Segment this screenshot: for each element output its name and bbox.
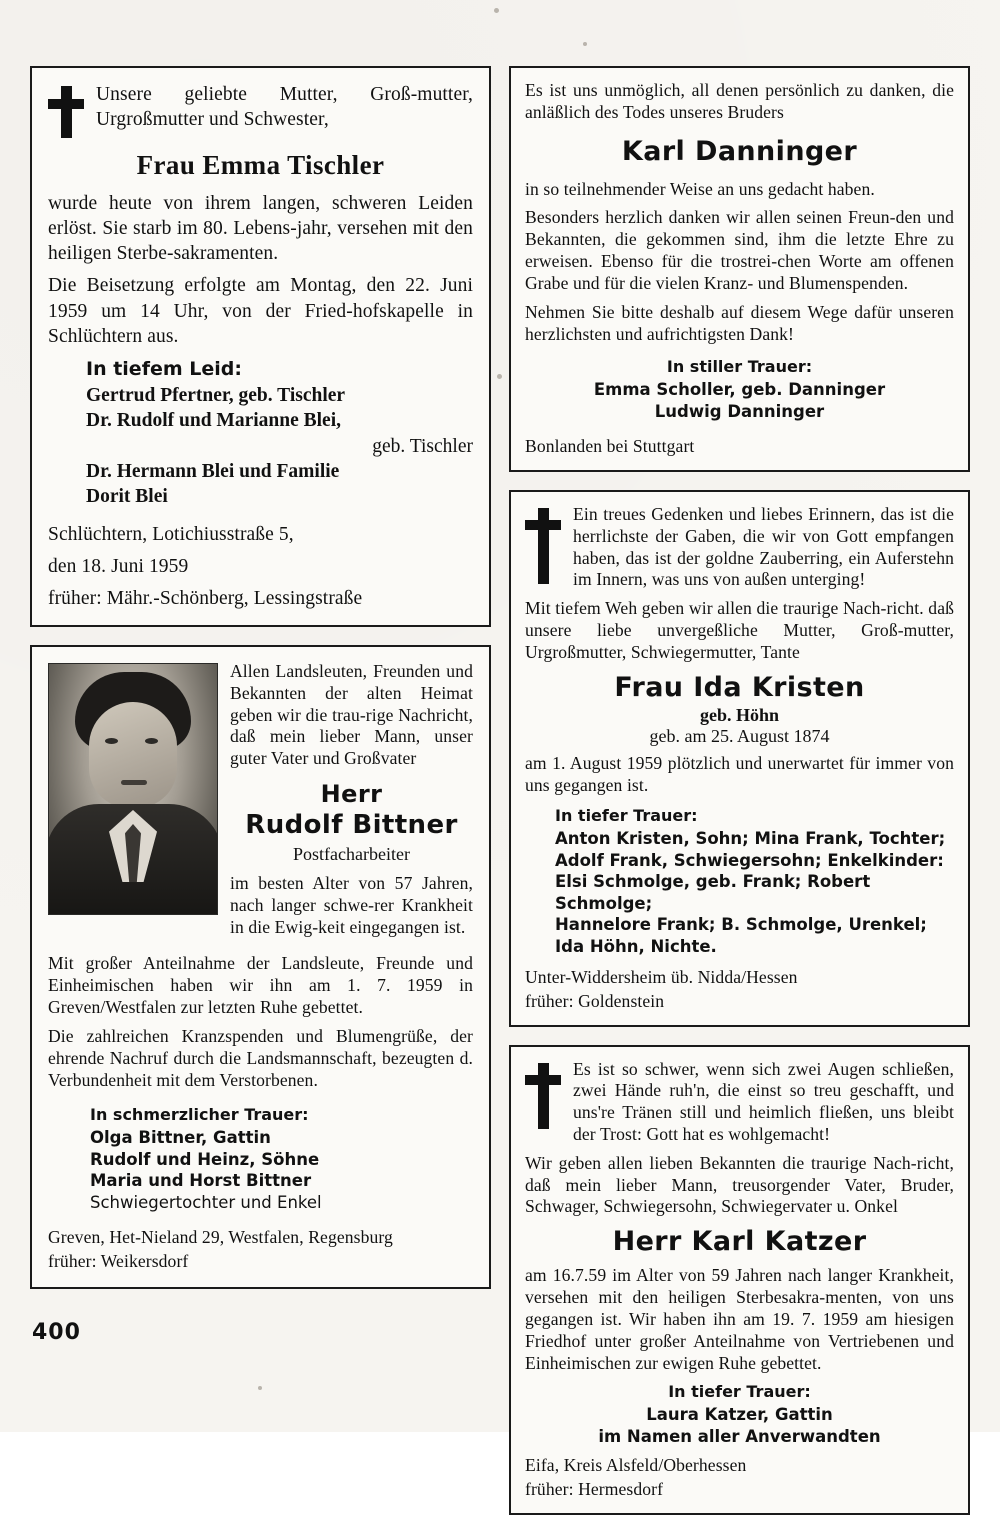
- cross-icon: [525, 1063, 561, 1129]
- mourning-label: In schmerzlicher Trauer:: [90, 1105, 309, 1125]
- notice-place: Eifa, Kreis Alsfeld/Oberhessen: [525, 1455, 747, 1476]
- notice-place: Schlüchtern, Lotichiusstraße 5,: [48, 523, 294, 545]
- notice-intro: Mit tiefem Weh geben wir allen die traurige Nach-richt. daß unsere liebe unvergeßliche Mutter, Groß-mutter, Urgroßmutter, Schwiegermutter, Tante: [525, 598, 954, 662]
- survivor-text: Rudolf und Heinz, Söhne: [90, 1149, 320, 1169]
- notice-body-2: Die Beisetzung erfolgte am Montag, den 22. Juni 1959 um 14 Uhr, von der Fried-hofskapelle in Schlüchtern aus.: [48, 275, 473, 347]
- survivor-list: [525, 1404, 954, 1447]
- deceased-name: Rudolf Bittner: [245, 810, 458, 841]
- survivor-item: [90, 1127, 473, 1148]
- notice-place: Unter-Widdersheim üb. Nidda/Hessen: [525, 966, 798, 987]
- obituary-columns: [30, 66, 970, 1533]
- survivor-text: Olga Bittner, Gattin: [90, 1128, 271, 1148]
- portrait-mouth: [121, 780, 147, 785]
- notice-former-residence: früher: Weikersdorf: [48, 1250, 189, 1271]
- survivor-item: [86, 484, 473, 509]
- notice-date: den 18. Juni 1959: [48, 555, 189, 577]
- survivor-item: [90, 1149, 473, 1170]
- thanks-notice-danninger: [509, 66, 970, 472]
- notice-intro: Allen Landsleuten, Freunden und Bekannten der alten Heimat geben wir die trau-rige Nachricht, daß mein lieber Mann, unser guter Vater und Großvater: [230, 660, 473, 769]
- notice-body-1: wurde heute von ihrem langen, schweren Leiden erlöst. Sie starb im 80. Lebens-jahr, versehen mit den heiligen Sterbe-sakramenten.: [48, 193, 473, 265]
- maiden-name: geb. Höhn: [699, 704, 780, 725]
- notice-former-residence: früher: Mähr.-Schönberg, Lessingstraße: [48, 587, 363, 609]
- obituary-notice-tischler: [30, 66, 491, 627]
- survivor-list: [90, 1127, 473, 1213]
- mourning-label: In tiefem Leid:: [86, 357, 242, 380]
- survivor-item: [86, 459, 473, 484]
- mourning-label: In stiller Trauer:: [666, 357, 813, 377]
- notice-former-residence: früher: Hermesdorf: [525, 1479, 664, 1499]
- portrait-eye-left: [105, 738, 118, 744]
- survivor-text: Dorit Blei: [86, 486, 168, 508]
- survivor-item: [90, 1170, 473, 1191]
- survivor-text: Schwiegertochter und Enkel: [90, 1192, 322, 1212]
- portrait-photo: [48, 663, 216, 915]
- speck: [583, 42, 587, 46]
- occupation: Postfacharbeiter: [293, 844, 410, 865]
- notice-body-1: in so teilnehmender Weise an uns gedacht haben.: [525, 178, 875, 199]
- survivor-text: Gertrud Pfertner, geb. Tischler: [86, 384, 346, 406]
- survivor-item: Ida Höhn, Nichte.: [555, 936, 717, 956]
- survivor-item: Laura Katzer, Gattin: [646, 1405, 833, 1425]
- survivor-item: [86, 408, 473, 433]
- portrait-face: [89, 702, 177, 808]
- notice-intro: Unsere geliebte Mutter, Groß-mutter, Urgroßmutter und Schwester,: [96, 84, 473, 131]
- deceased-name: Karl Danninger: [621, 135, 858, 167]
- notice-body-3: Nehmen Sie bitte deshalb auf diesem Wege dafür unseren herzlichsten und aufrichtigsten Dank!: [525, 301, 954, 344]
- survivor-item: [525, 401, 954, 422]
- notice-former-residence: früher: Goldenstein: [525, 990, 665, 1011]
- survivor-text: Ludwig Danninger: [654, 401, 825, 421]
- notice-body-right: im besten Alter von 57 Jahren, nach langer schwe-rer Krankheit in die Ewig-keit eingegangen ist.: [230, 873, 473, 937]
- portrait-eye-right: [145, 738, 158, 744]
- right-column: [509, 66, 970, 1533]
- survivor-item: Hannelore Frank; B. Schmolge, Urenkel;: [555, 915, 927, 935]
- survivor-list: [555, 828, 954, 957]
- survivor-item: Elsi Schmolge, geb. Frank; Robert Schmolge;: [555, 872, 871, 913]
- notice-intro: Es ist uns unmöglich, all denen persönlich zu danken, die anläßlich des Todes unseres Bruders: [525, 80, 954, 122]
- salutation: Herr: [320, 780, 383, 809]
- notice-body-1: am 1. August 1959 plötzlich und unerwartet für immer von uns gegangen ist.: [525, 752, 954, 795]
- cross-icon: [525, 508, 561, 584]
- deceased-name: Herr Karl Katzer: [612, 1226, 867, 1258]
- birth-date: geb. am 25. August 1874: [649, 725, 830, 746]
- notice-verse: Ein treues Gedenken und liebes Erinnern, das ist die herrlichste der Gaben, die wir von Gott empfangen haben, das ist der goldne Zauberring, ein Auferstehn im Innern, was uns von außen unterging!: [573, 504, 954, 590]
- survivor-text: Emma Scholler, geb. Danninger: [593, 380, 886, 400]
- notice-body-1: Mit großer Anteilnahme der Landsleute, Freunde und Einheimischen haben wir ihn am 1. 7. 1959 in Greven/Westfalen zur letzten Ruhe gebettet.: [48, 953, 473, 1018]
- speck: [494, 8, 499, 13]
- survivor-list: [86, 383, 473, 510]
- deceased-name: Frau Ida Kristen: [614, 671, 865, 703]
- obituary-notice-bittner: [30, 645, 491, 1289]
- notice-body-2: Die zahlreichen Kranzspenden und Blumengrüße, der ehrende Nachruf durch die Landsmannschaft, bezeugten d. Verbundenheit mit dem Verstorbenen.: [48, 1025, 473, 1090]
- survivor-item: [86, 434, 473, 459]
- cross-icon: [48, 86, 84, 138]
- mourning-label: In tiefer Trauer:: [668, 1382, 811, 1402]
- survivor-item: im Namen aller Anverwandten: [598, 1426, 881, 1446]
- survivor-text: Maria und Horst Bittner: [90, 1171, 312, 1191]
- notice-verse: Es ist so schwer, wenn sich zwei Augen schließen, zwei Hände ruh'n, die einst so treu geschafft, und uns're Tränen still und heimlich fließen, uns bleibt der Trost: Gott hat es wohlgemacht!: [573, 1058, 954, 1144]
- notice-place: Greven, Het-Nieland 29, Westfalen, Regensburg: [48, 1227, 393, 1248]
- left-column: [30, 66, 491, 1533]
- survivor-item: Anton Kristen, Sohn; Mina Frank, Tochter;: [555, 829, 946, 849]
- page-number: 400: [32, 1320, 81, 1345]
- portrait-image: [48, 663, 218, 915]
- obituary-notice-kristen: [509, 490, 970, 1027]
- survivor-text: Dr. Hermann Blei und Familie: [86, 460, 340, 482]
- deceased-name: Frau Emma Tischler: [136, 150, 385, 180]
- obituary-notice-katzer: [509, 1045, 970, 1515]
- survivor-item: Adolf Frank, Schwiegersohn; Enkelkinder:: [555, 850, 944, 870]
- survivor-item: [86, 383, 473, 408]
- notice-place: Bonlanden bei Stuttgart: [525, 436, 695, 457]
- notice-intro: Wir geben allen lieben Bekannten die traurige Nach-richt, daß mein lieber Mann, treusorgender Vater, Bruder, Schwager, Schwiegersohn, Schwiegervater u. Onkel: [525, 1152, 954, 1217]
- survivor-text: geb. Tischler: [372, 435, 473, 457]
- notice-body-1: am 16.7.59 im Alter von 59 Jahren nach langer Krankheit, versehen mit den heiligen Sterbesakra-menten, von uns gegangen ist. Wir haben ihn am 19. 7. 1959 am hiesigen Friedhof unter großer Anteilnahme von Vertriebenen und Einheimischen zur ewigen Ruhe gebettet.: [525, 1265, 954, 1373]
- survivor-text: Dr. Rudolf und Marianne Blei,: [86, 410, 341, 432]
- mourning-label: In tiefer Trauer:: [555, 806, 698, 826]
- notice-body-2: Besonders herzlich danken wir allen seinen Freun-den und Bekannten, die gekommen sind, ihm die letzte Ehre zu erweisen. Ebenso für die trostrei-chen Worte am offenen Grabe und für die vielen Kranz- und Blumenspenden.: [525, 207, 954, 293]
- survivor-item: [90, 1192, 473, 1213]
- survivor-list: [525, 379, 954, 422]
- survivor-item: [525, 379, 954, 400]
